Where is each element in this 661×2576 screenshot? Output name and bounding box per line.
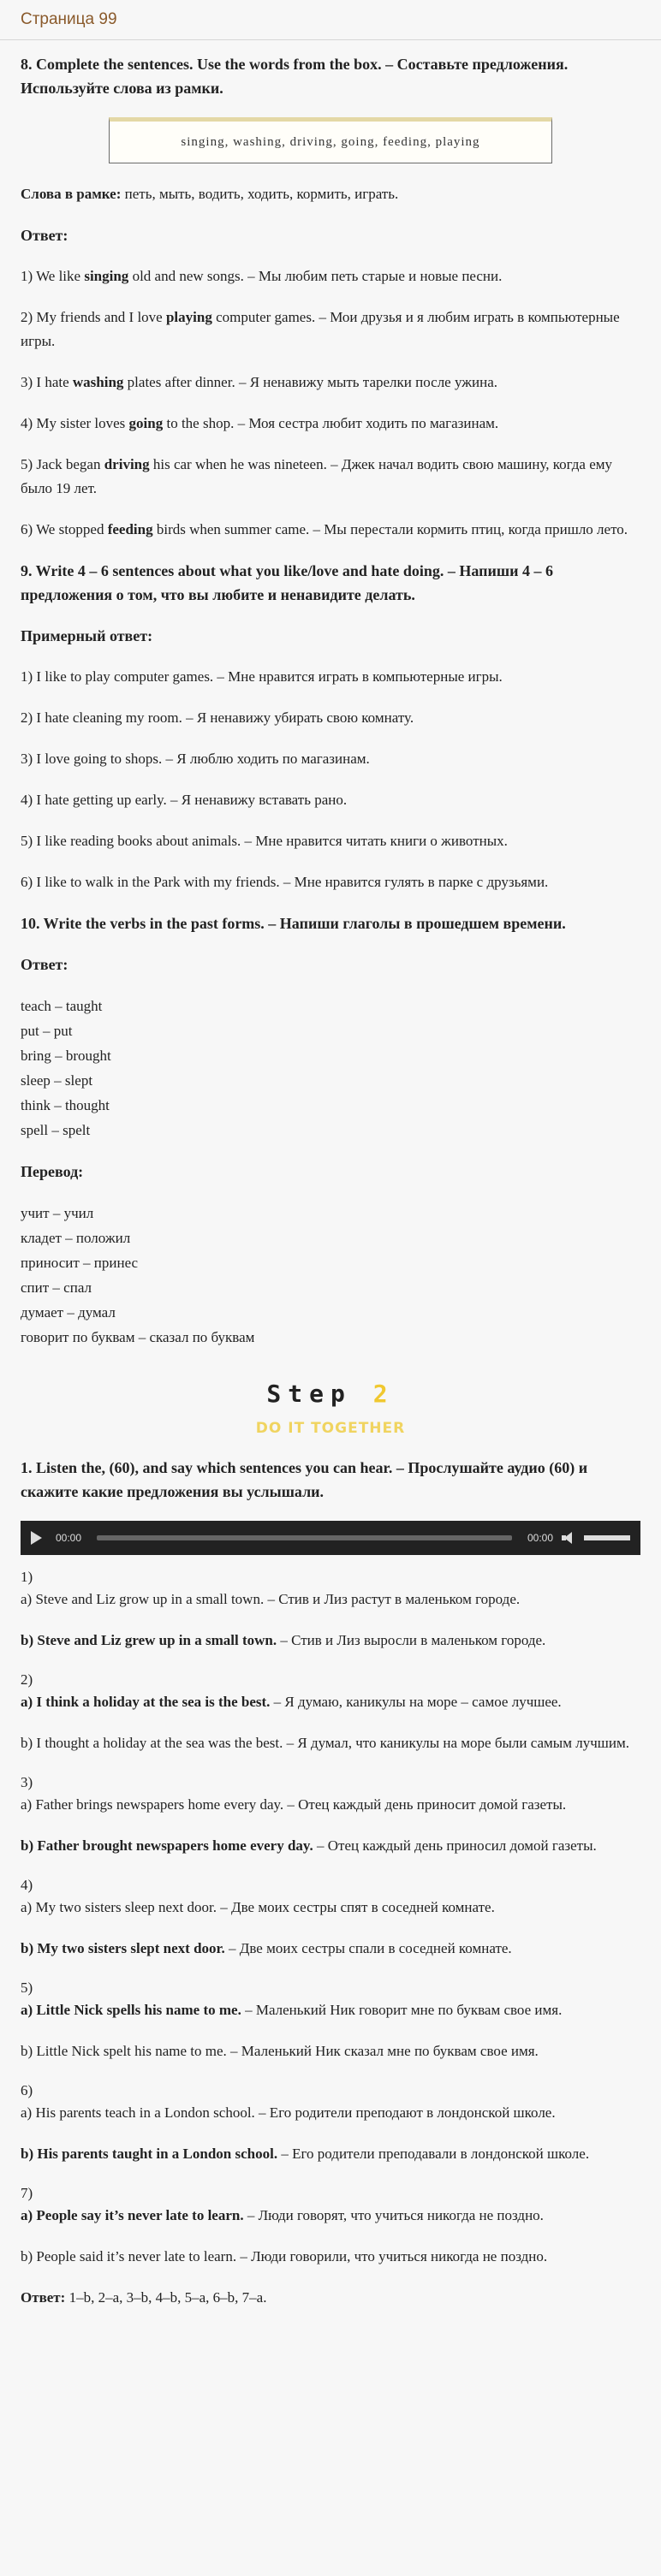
- task8-answer-5: 5) Jack began driving his car when he was nineteen. – Джек начал водить свою машину, когда ему было 19 лет.: [21, 456, 613, 496]
- verb-form: think – thought: [21, 1097, 110, 1113]
- task8-answer-1: 1) We like singing old and new songs. – Мы любим петь старые и новые песни.: [21, 268, 503, 284]
- pair-4: 4) a) My two sisters sleep next door. – Две моих сестры спят в соседней комнате. b) My two sisters slept next door. – Две моих сестры спали в соседней комнате.: [21, 1875, 640, 1961]
- translation-list: [21, 1201, 640, 1350]
- final-answer: Ответ: 1–b, 2–a, 3–b, 4–b, 5–a, 6–b, 7–a.: [21, 2289, 267, 2306]
- sentence-a: a) My two sisters sleep next door. – Две моих сестры спят в соседней комнате.: [21, 1899, 495, 1915]
- sentence-a: a) Father brings newspapers home every day. – Отец каждый день приносит домой газеты.: [21, 1796, 567, 1813]
- step-banner: [21, 1382, 640, 1440]
- volume-icon[interactable]: [562, 1532, 575, 1544]
- verb-form: put – put: [21, 1023, 73, 1039]
- sentence-b: b) People said it’s never late to learn. – Люди говорили, что учиться никогда не поздно.: [21, 2248, 548, 2264]
- sentence-b: b) His parents taught in a London school. – Его родители преподавали в лондонской школе.: [21, 2146, 590, 2162]
- sentence-a: a) Little Nick spells his name to me. – Маленький Ник говорит мне по буквам свое имя.: [21, 2002, 563, 2018]
- task9-example-label: Примерный ответ:: [21, 627, 153, 644]
- task8-words-line: Слова в рамке: петь, мыть, водить, ходить, кормить, играть.: [21, 186, 399, 202]
- translation-item: учит – учил: [21, 1205, 94, 1221]
- task9-sentence-1: 1) I like to play computer games. – Мне нравится играть в компьютерные игры.: [21, 668, 503, 685]
- verb-form: bring – brought: [21, 1048, 111, 1064]
- task8-answer-4: 4) My sister loves going to the shop. – Моя сестра любит ходить по магазинам.: [21, 415, 499, 431]
- pair-6: 6) a) His parents teach in a London school. – Его родители преподают в лондонской школе. b) His parents taught in a London school. – Его родители преподавали в лондонской школе.: [21, 2080, 640, 2166]
- task8-answer-6: 6) We stopped feeding birds when summer came. – Мы перестали кормить птиц, когда пришло лето.: [21, 521, 628, 537]
- audio-player[interactable]: [21, 1521, 640, 1555]
- sentence-a: a) Steve and Liz grow up in a small town. – Стив и Лиз растут в маленьком городе.: [21, 1591, 521, 1607]
- task8-answer-2: 2) My friends and I love playing computer games. – Мои друзья и я любим играть в компьютерные игры.: [21, 309, 620, 349]
- task9-sentence-6: 6) I like to walk in the Park with my friends. – Мне нравится гулять в парке с друзьями.: [21, 874, 549, 890]
- pair-5: 5) a) Little Nick spells his name to me. – Маленький Ник говорит мне по буквам свое имя. b) Little Nick spelt his name to me. – Маленький Ник сказал мне по буквам свое имя.: [21, 1978, 640, 2063]
- step-title: Step 2: [266, 1380, 395, 1408]
- task10-heading: 10. Write the verbs in the past forms. – Напиши глаголы в прошедшем времени.: [21, 915, 566, 932]
- word-box: [109, 117, 552, 163]
- sentence-b: b) I thought a holiday at the sea was the best. – Я думал, что каникулы на море были самым лучшим.: [21, 1735, 629, 1751]
- translation-item: спит – спал: [21, 1279, 92, 1296]
- task10-translation-label: Перевод:: [21, 1163, 84, 1180]
- verb-form: teach – taught: [21, 998, 103, 1014]
- sentence-a: a) I think a holiday at the sea is the best. – Я думаю, каникулы на море – самое лучшее.: [21, 1694, 562, 1710]
- pair-1: 1) a) Steve and Liz grow up in a small town. – Стив и Лиз растут в маленьком городе. b) Steve and Liz grew up in a small town. – Стив и Лиз выросли в маленьком городе.: [21, 1567, 640, 1653]
- pair-7: 7) a) People say it’s never late to learn. – Люди говорят, что учиться никогда не поздно. b) People said it’s never late to learn. – Люди говорили, что учиться никогда не поздно.: [21, 2183, 640, 2269]
- task9-heading: 9. Write 4 – 6 sentences about what you like/love and hate doing. – Напиши 4 – 6 предложения о том, что вы любите и ненавидите делать.: [21, 562, 553, 603]
- verb-form: spell – spelt: [21, 1122, 91, 1138]
- translation-item: приносит – принес: [21, 1255, 139, 1271]
- word-box-text: singing, washing, driving, going, feeding, playing: [181, 135, 480, 149]
- task9-sentence-2: 2) I hate cleaning my room. – Я ненавижу убирать свою комнату.: [21, 709, 414, 726]
- task9-sentence-4: 4) I hate getting up early. – Я ненавижу вставать рано.: [21, 792, 348, 808]
- volume-slider[interactable]: [584, 1535, 630, 1540]
- main-content: [0, 40, 661, 2310]
- verb-forms-list: [21, 994, 640, 1143]
- play-icon[interactable]: [31, 1531, 42, 1545]
- task9-sentence-3: 3) I love going to shops. – Я люблю ходить по магазинам.: [21, 751, 370, 767]
- page-title: Страница 99: [21, 10, 117, 28]
- sentence-a: a) His parents teach in a London school. – Его родители преподают в лондонской школе.: [21, 2104, 556, 2121]
- translation-item: кладет – положил: [21, 1230, 131, 1246]
- listen-task-heading: 1. Listen the, (60), and say which sentences you can hear. – Прослушайте аудио (60) и скажите какие предложения вы услышали.: [21, 1459, 588, 1500]
- page-header: [0, 0, 661, 40]
- sentence-b: b) Steve and Liz grew up in a small town. – Стив и Лиз выросли в маленьком городе.: [21, 1632, 546, 1648]
- task8-answer-label: Ответ:: [21, 227, 68, 244]
- task9-sentence-5: 5) I like reading books about animals. – Мне нравится читать книги о животных.: [21, 833, 508, 849]
- task8-answer-3: 3) I hate washing plates after dinner. – Я ненавижу мыть тарелки после ужина.: [21, 374, 497, 390]
- sentence-a: a) People say it’s never late to learn. – Люди говорят, что учиться никогда не поздно.: [21, 2207, 544, 2223]
- verb-form: sleep – slept: [21, 1072, 93, 1089]
- sentence-b: b) Little Nick spelt his name to me. – Маленький Ник сказал мне по буквам свое имя.: [21, 2043, 539, 2059]
- translation-item: говорит по буквам – сказал по буквам: [21, 1329, 255, 1345]
- sentence-b: b) Father brought newspapers home every day. – Отец каждый день приносил домой газеты.: [21, 1837, 597, 1854]
- pair-3: 3) a) Father brings newspapers home every day. – Отец каждый день приносит домой газеты. b) Father brought newspapers home every day. – Отец каждый день приносил домой газеты.: [21, 1772, 640, 1858]
- task10-answer-label: Ответ:: [21, 956, 68, 973]
- step-subtitle: DO IT TOGETHER: [255, 1420, 406, 1437]
- current-time: 00:00: [56, 1532, 82, 1544]
- duration-time: 00:00: [527, 1532, 553, 1544]
- pair-2: 2) a) I think a holiday at the sea is the best. – Я думаю, каникулы на море – самое лучшее. b) I thought a holiday at the sea was the best. – Я думал, что каникулы на море были самым лучшим.: [21, 1670, 640, 1755]
- translation-item: думает – думал: [21, 1304, 116, 1321]
- sentence-b: b) My two sisters slept next door. – Две моих сестры спали в соседней комнате.: [21, 1940, 512, 1956]
- task8-heading: 8. Complete the sentences. Use the words from the box. – Составьте предложения. Используйте слова из рамки.: [21, 56, 569, 97]
- progress-track[interactable]: [97, 1535, 512, 1540]
